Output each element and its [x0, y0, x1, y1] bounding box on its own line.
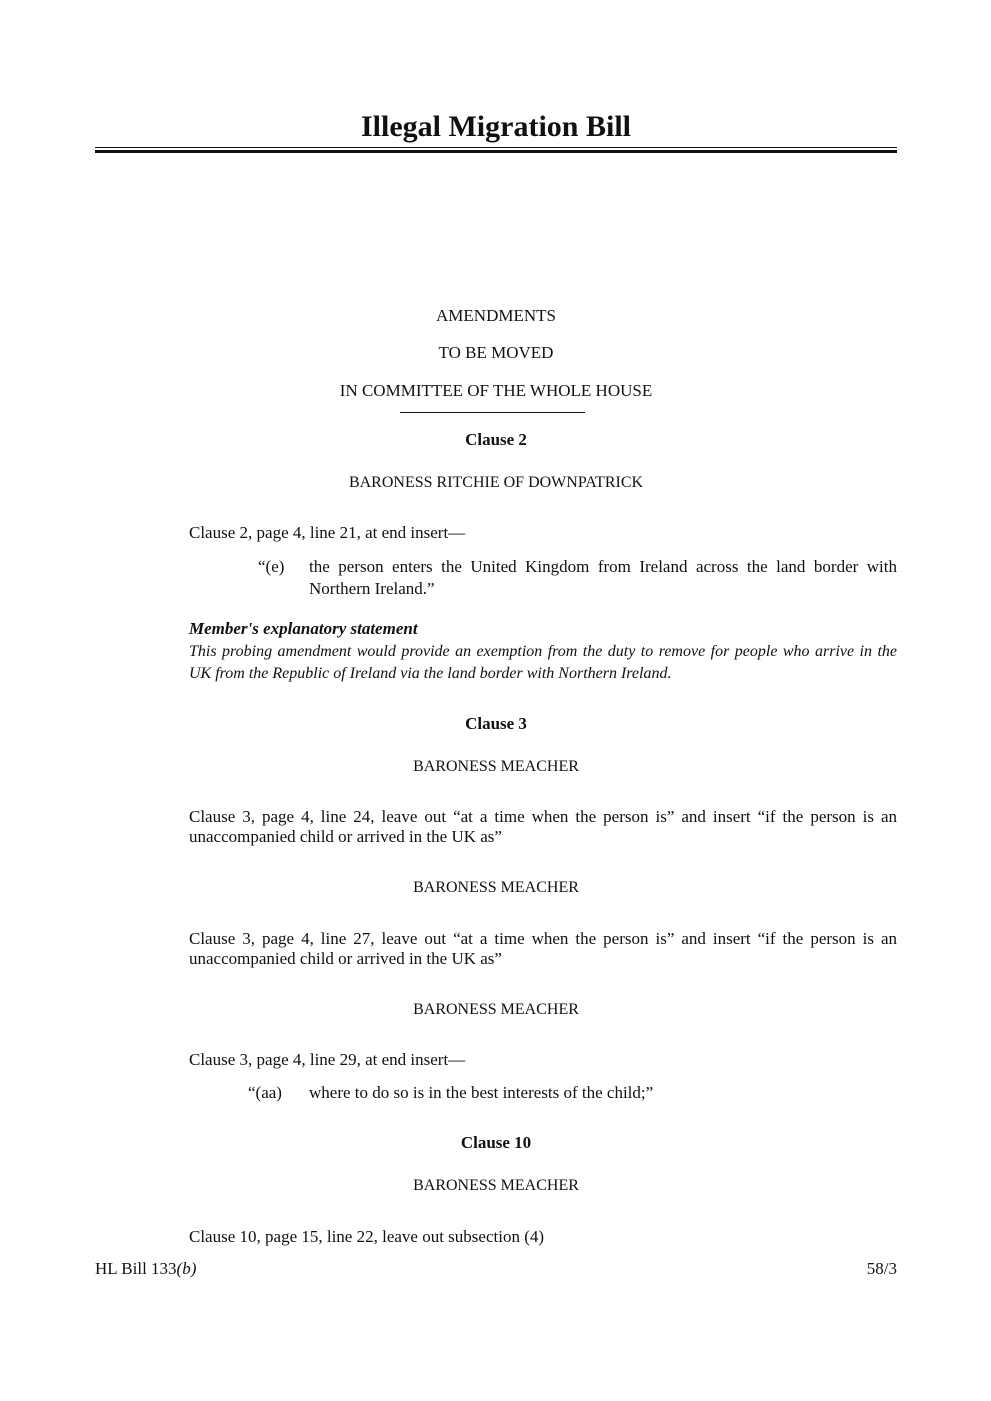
member-name: BARONESS MEACHER — [413, 758, 579, 775]
member-name: BARONESS RITCHIE OF DOWNPATRICK — [348, 474, 644, 491]
insert-text: where to do so is in the best interests of the child;” — [309, 1083, 654, 1102]
footer-bill-ref — [95, 1258, 196, 1280]
insert-label: “(e) — [258, 557, 285, 576]
heading-line-1: AMENDMENTS — [436, 306, 556, 325]
amendment-text: Clause 3, page 4, line 29, at end insert— — [189, 1050, 466, 1069]
amendment-text: Clause 2, page 4, line 21, at end insert— — [189, 523, 466, 542]
explanatory-statement-text: This probing amendment would provide an exemption from the duty to remove for people who arrive in the UK from the Republic of Ireland via the land border with Northern Ireland. — [189, 643, 897, 682]
heading-rule — [400, 412, 585, 413]
amendment-text: Clause 10, page 15, line 22, leave out subsection (4) — [189, 1227, 545, 1246]
footer-page-ref: 58/3 — [866, 1259, 897, 1278]
explanatory-statement-heading: Member's explanatory statement — [189, 619, 418, 638]
bill-number: HL Bill 133 — [95, 1259, 177, 1278]
title-rule-thin — [95, 147, 897, 148]
amendment-text: Clause 3, page 4, line 24, leave out “at a time when the person is” and insert “if the person is an unaccompanied child or arrived in the UK as” — [189, 807, 897, 846]
amendment-text: Clause 3, page 4, line 27, leave out “at a time when the person is” and insert “if the person is an unaccompanied child or arrived in the UK as” — [189, 929, 897, 968]
page-title: Illegal Migration Bill — [361, 110, 631, 143]
member-name: BARONESS MEACHER — [413, 1177, 579, 1194]
member-name: BARONESS MEACHER — [413, 1001, 579, 1018]
heading-line-3: IN COMMITTEE OF THE WHOLE HOUSE — [339, 381, 653, 400]
insert-text: the person enters the United Kingdom from Ireland across the land border with Northern Ireland.” — [309, 557, 897, 598]
member-name: BARONESS MEACHER — [413, 879, 579, 896]
clause-heading: Clause 2 — [465, 430, 527, 449]
clause-heading: Clause 3 — [465, 714, 527, 733]
title-rule-thick — [95, 150, 897, 153]
heading-line-2: TO BE MOVED — [438, 343, 554, 362]
clause-heading: Clause 10 — [460, 1133, 532, 1152]
bill-suffix: (b) — [176, 1259, 197, 1278]
insert-label: “(aa) — [248, 1083, 282, 1102]
